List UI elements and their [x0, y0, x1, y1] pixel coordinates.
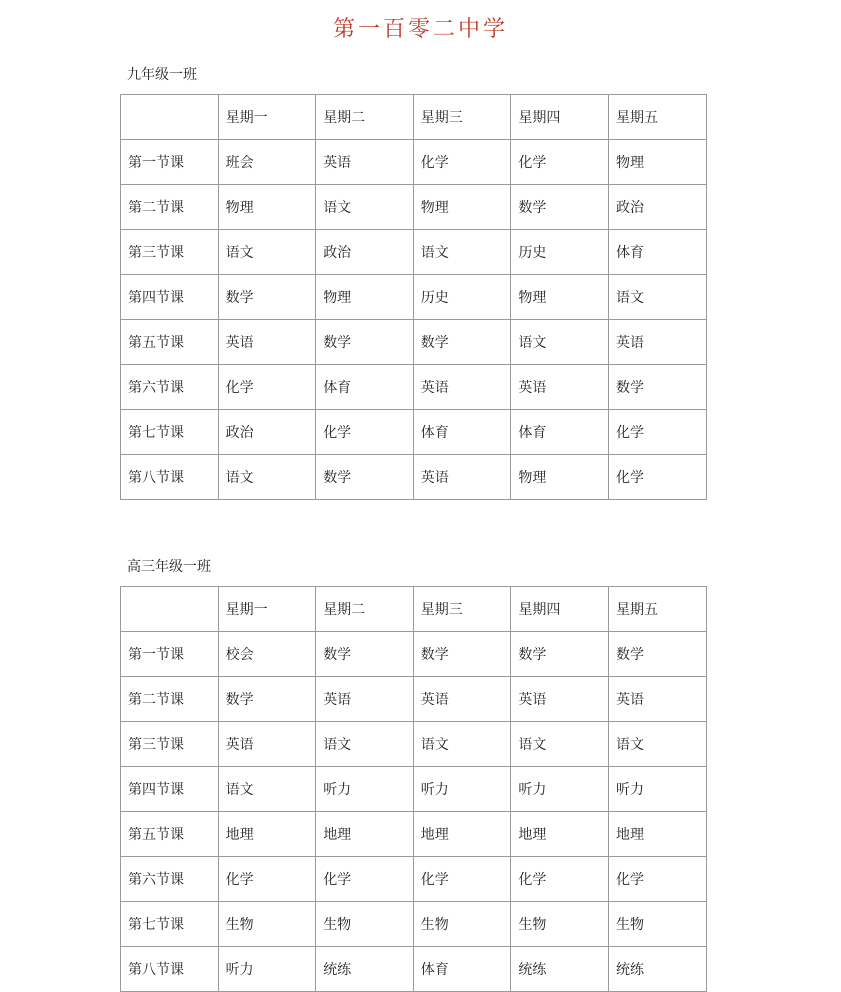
- subject-cell: 生物: [316, 902, 414, 947]
- table-row: [121, 455, 707, 500]
- subject-cell: 数学: [608, 365, 706, 410]
- class-label-grade9: 九年级一班: [127, 67, 197, 83]
- subject-cell: 语文: [218, 767, 316, 812]
- subject-cell: 数学: [511, 632, 609, 677]
- header-cell: 星期四: [511, 95, 609, 140]
- subject-cell: 语文: [511, 320, 609, 365]
- subject-cell: 化学: [413, 140, 511, 185]
- subject-cell: 化学: [511, 857, 609, 902]
- subject-cell: 化学: [413, 857, 511, 902]
- period-cell: 第五节课: [121, 812, 219, 857]
- subject-cell: 化学: [316, 410, 414, 455]
- header-corner-cell: [121, 587, 219, 632]
- table-row: [121, 140, 707, 185]
- subject-cell: 体育: [413, 947, 511, 992]
- subject-cell: 语文: [608, 722, 706, 767]
- subject-cell: 物理: [511, 455, 609, 500]
- subject-cell: 政治: [218, 410, 316, 455]
- subject-cell: 听力: [218, 947, 316, 992]
- period-cell: 第八节课: [121, 947, 219, 992]
- subject-cell: 物理: [316, 275, 414, 320]
- subject-cell: 化学: [608, 455, 706, 500]
- subject-cell: 英语: [413, 365, 511, 410]
- header-cell: 星期四: [511, 587, 609, 632]
- table-row: [121, 767, 707, 812]
- subject-cell: 生物: [608, 902, 706, 947]
- period-cell: 第四节课: [121, 767, 219, 812]
- subject-cell: 体育: [316, 365, 414, 410]
- subject-cell: 数学: [608, 632, 706, 677]
- subject-cell: 语文: [316, 185, 414, 230]
- schedule-table-grade9: [120, 94, 707, 500]
- class-label-senior3: 高三年级一班: [127, 559, 211, 575]
- subject-cell: 英语: [218, 722, 316, 767]
- subject-cell: 统练: [511, 947, 609, 992]
- header-cell: 星期二: [316, 95, 414, 140]
- subject-cell: 化学: [608, 410, 706, 455]
- subject-cell: 数学: [511, 185, 609, 230]
- table-row: [121, 902, 707, 947]
- subject-cell: 英语: [413, 455, 511, 500]
- header-cell: 星期二: [316, 587, 414, 632]
- period-cell: 第六节课: [121, 857, 219, 902]
- period-cell: 第七节课: [121, 410, 219, 455]
- period-cell: 第三节课: [121, 722, 219, 767]
- subject-cell: 语文: [413, 230, 511, 275]
- subject-cell: 听力: [511, 767, 609, 812]
- schedule-table-senior3: [120, 586, 707, 992]
- subject-cell: 统练: [316, 947, 414, 992]
- subject-cell: 数学: [413, 320, 511, 365]
- period-cell: 第六节课: [121, 365, 219, 410]
- subject-cell: 化学: [218, 365, 316, 410]
- subject-cell: 英语: [511, 677, 609, 722]
- subject-cell: 体育: [413, 410, 511, 455]
- subject-cell: 英语: [608, 677, 706, 722]
- period-cell: 第四节课: [121, 275, 219, 320]
- subject-cell: 数学: [316, 455, 414, 500]
- subject-cell: 物理: [218, 185, 316, 230]
- header-cell: 星期五: [608, 587, 706, 632]
- table-row: [121, 230, 707, 275]
- subject-cell: 语文: [511, 722, 609, 767]
- table-row: [121, 632, 707, 677]
- subject-cell: 政治: [316, 230, 414, 275]
- table-row: [121, 410, 707, 455]
- subject-cell: 化学: [511, 140, 609, 185]
- subject-cell: 政治: [608, 185, 706, 230]
- period-cell: 第七节课: [121, 902, 219, 947]
- subject-cell: 英语: [316, 140, 414, 185]
- table-row: [121, 947, 707, 992]
- subject-cell: 数学: [413, 632, 511, 677]
- subject-cell: 数学: [218, 275, 316, 320]
- table-row: [121, 857, 707, 902]
- subject-cell: 物理: [413, 185, 511, 230]
- subject-cell: 校会: [218, 632, 316, 677]
- header-cell: 星期五: [608, 95, 706, 140]
- subject-cell: 英语: [608, 320, 706, 365]
- header-cell: 星期一: [218, 95, 316, 140]
- table-row: [121, 365, 707, 410]
- period-cell: 第三节课: [121, 230, 219, 275]
- subject-cell: 数学: [316, 632, 414, 677]
- subject-cell: 历史: [511, 230, 609, 275]
- subject-cell: 体育: [511, 410, 609, 455]
- table-row: [121, 677, 707, 722]
- period-cell: 第二节课: [121, 677, 219, 722]
- subject-cell: 英语: [511, 365, 609, 410]
- subject-cell: 生物: [218, 902, 316, 947]
- subject-cell: 生物: [413, 902, 511, 947]
- subject-cell: 统练: [608, 947, 706, 992]
- table-row: [121, 185, 707, 230]
- header-row: [121, 95, 707, 140]
- subject-cell: 物理: [511, 275, 609, 320]
- subject-cell: 数学: [316, 320, 414, 365]
- subject-cell: 语文: [218, 230, 316, 275]
- subject-cell: 语文: [608, 275, 706, 320]
- subject-cell: 物理: [608, 140, 706, 185]
- subject-cell: 听力: [608, 767, 706, 812]
- period-cell: 第八节课: [121, 455, 219, 500]
- period-cell: 第一节课: [121, 140, 219, 185]
- table-row: [121, 722, 707, 767]
- subject-cell: 历史: [413, 275, 511, 320]
- subject-cell: 英语: [218, 320, 316, 365]
- period-cell: 第一节课: [121, 632, 219, 677]
- period-cell: 第二节课: [121, 185, 219, 230]
- subject-cell: 地理: [511, 812, 609, 857]
- school-title: 第一百零二中学: [332, 17, 508, 42]
- subject-cell: 语文: [413, 722, 511, 767]
- subject-cell: 化学: [218, 857, 316, 902]
- table-row: [121, 320, 707, 365]
- subject-cell: 听力: [316, 767, 414, 812]
- table-row: [121, 812, 707, 857]
- subject-cell: 地理: [413, 812, 511, 857]
- subject-cell: 语文: [316, 722, 414, 767]
- subject-cell: 听力: [413, 767, 511, 812]
- period-cell: 第五节课: [121, 320, 219, 365]
- header-row: [121, 587, 707, 632]
- subject-cell: 数学: [218, 677, 316, 722]
- subject-cell: 班会: [218, 140, 316, 185]
- subject-cell: 地理: [316, 812, 414, 857]
- subject-cell: 语文: [218, 455, 316, 500]
- subject-cell: 生物: [511, 902, 609, 947]
- header-cell: 星期三: [413, 95, 511, 140]
- header-cell: 星期一: [218, 587, 316, 632]
- subject-cell: 地理: [218, 812, 316, 857]
- subject-cell: 化学: [316, 857, 414, 902]
- subject-cell: 英语: [413, 677, 511, 722]
- subject-cell: 体育: [608, 230, 706, 275]
- header-cell: 星期三: [413, 587, 511, 632]
- subject-cell: 英语: [316, 677, 414, 722]
- header-corner-cell: [121, 95, 219, 140]
- subject-cell: 地理: [608, 812, 706, 857]
- subject-cell: 化学: [608, 857, 706, 902]
- table-row: [121, 275, 707, 320]
